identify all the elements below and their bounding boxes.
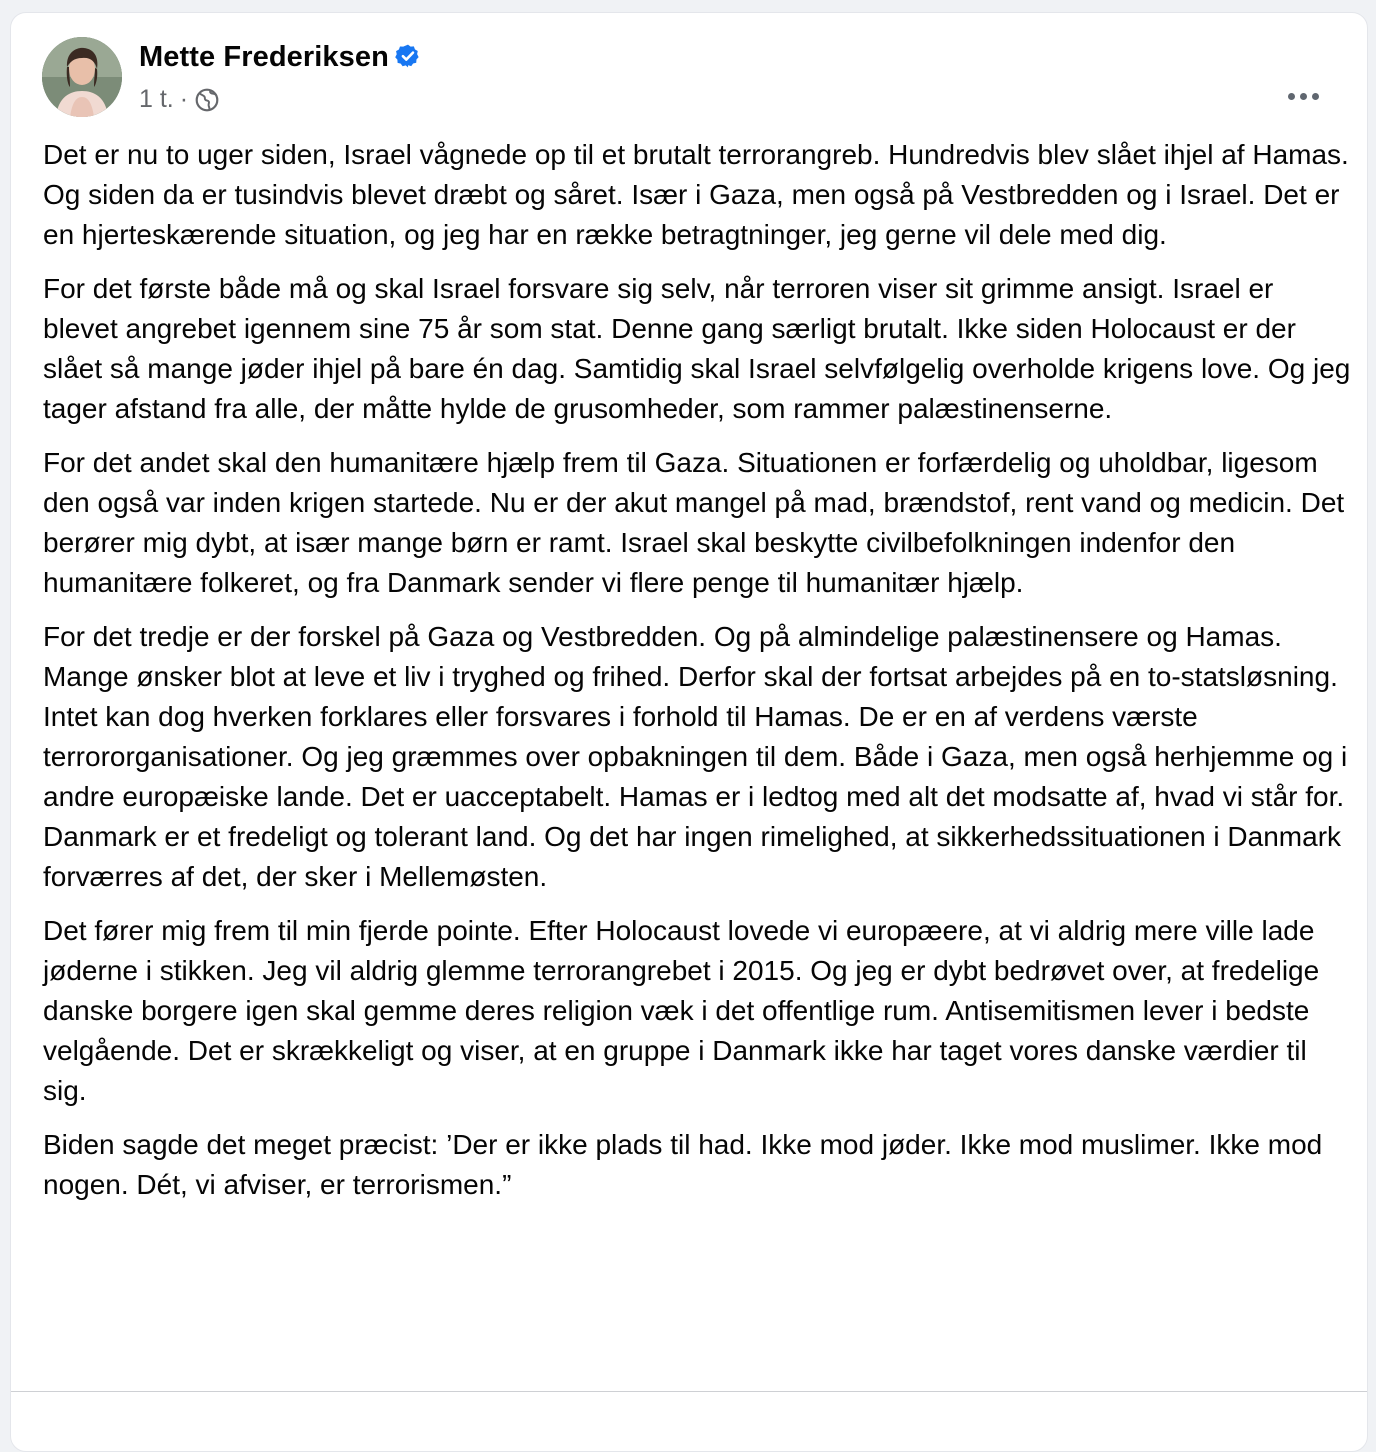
post-divider	[11, 1391, 1367, 1392]
more-dot	[1312, 93, 1319, 100]
meta-separator: ·	[179, 85, 189, 113]
more-options-icon[interactable]	[1283, 81, 1323, 111]
post-paragraph: For det første både må og skal Israel forsvare sig selv, når terroren viser sit grimme ansigt. Israel er blevet angrebet igennem sine 75 år som stat. Denne gang særligt brutalt. Ikke siden Holocaust er der slået så mange jøder ihjel på bare én dag. Samtidig skal Israel selvfølgelig overholde krigens love. Og jeg tager afstand fra alle, der måtte hylde de grusomheder, som rammer palæstinenserne.	[43, 273, 1351, 424]
post-card	[10, 12, 1368, 1452]
verified-badge-icon	[395, 43, 421, 69]
author-name-text[interactable]: Mette Frederiksen	[139, 41, 389, 73]
avatar[interactable]	[42, 37, 122, 117]
globe-icon[interactable]	[194, 87, 220, 113]
post-paragraph: Biden sagde det meget præcist: ’Der er ikke plads til had. Ikke mod jøder. Ikke mod muslimer. Ikke mod nogen. Dét, vi afviser, er terrorismen.”	[43, 1129, 1323, 1200]
post-body	[43, 135, 1353, 1219]
more-dot	[1300, 93, 1307, 100]
author-name[interactable]	[139, 41, 421, 74]
avatar-image	[42, 37, 122, 117]
post-header	[42, 37, 1367, 119]
post-meta	[139, 85, 220, 114]
post-paragraph: For det andet skal den humanitære hjælp frem til Gaza. Situationen er forfærdelig og uholdbar, ligesom den også var inden krigen startede. Nu er der akut mangel på mad, brændstof, rent vand og medicin. Det berører mig dybt, at især mange børn er ramt. Israel skal beskytte civilbefolkningen indenfor den humanitære folkeret, og fra Danmark sender vi flere penge til humanitær hjælp.	[43, 447, 1345, 598]
post-timestamp[interactable]: 1 t.	[139, 85, 174, 113]
post-paragraph: Det er nu to uger siden, Israel vågnede op til et brutalt terrorangreb. Hundredvis blev slået ihjel af Hamas. Og siden da er tusindvis blevet dræbt og såret. Især i Gaza, men også på Vestbredden og i Israel. Det er en hjerteskærende situation, og jeg har en række betragtninger, jeg gerne vil dele med dig.	[43, 139, 1349, 250]
post-paragraph: Det fører mig frem til min fjerde pointe. Efter Holocaust lovede vi europæere, at vi aldrig mere ville lade jøderne i stikken. Jeg vil aldrig glemme terrorangrebet i 2015. Og jeg er dybt bedrøvet over, at fredelige danske borgere igen skal gemme deres religion væk i det offentlige rum. Antisemitismen lever i bedste velgående. Det er skrækkeligt og viser, at en gruppe i Danmark ikke har taget vores danske værdier til sig.	[43, 915, 1320, 1106]
post-paragraph: For det tredje er der forskel på Gaza og Vestbredden. Og på almindelige palæstinensere og Hamas. Mange ønsker blot at leve et liv i tryghed og frihed. Derfor skal der fortsat arbejdes på en to-statsløsning. Intet kan dog hverken forklares eller forsvares i forhold til Hamas. De er en af verdens værste terrororganisationer. Og jeg græmmes over opbakningen til dem. Både i Gaza, men også herhjemme og i andre europæiske lande. Det er uacceptabelt. Hamas er i ledtog med alt det modsatte af, hvad vi står for. Danmark er et fredeligt og tolerant land. Og det har ingen rimelighed, at sikkerhedssituationen i Danmark forværres af det, der sker i Mellemøsten.	[43, 621, 1348, 892]
more-dot	[1288, 93, 1295, 100]
